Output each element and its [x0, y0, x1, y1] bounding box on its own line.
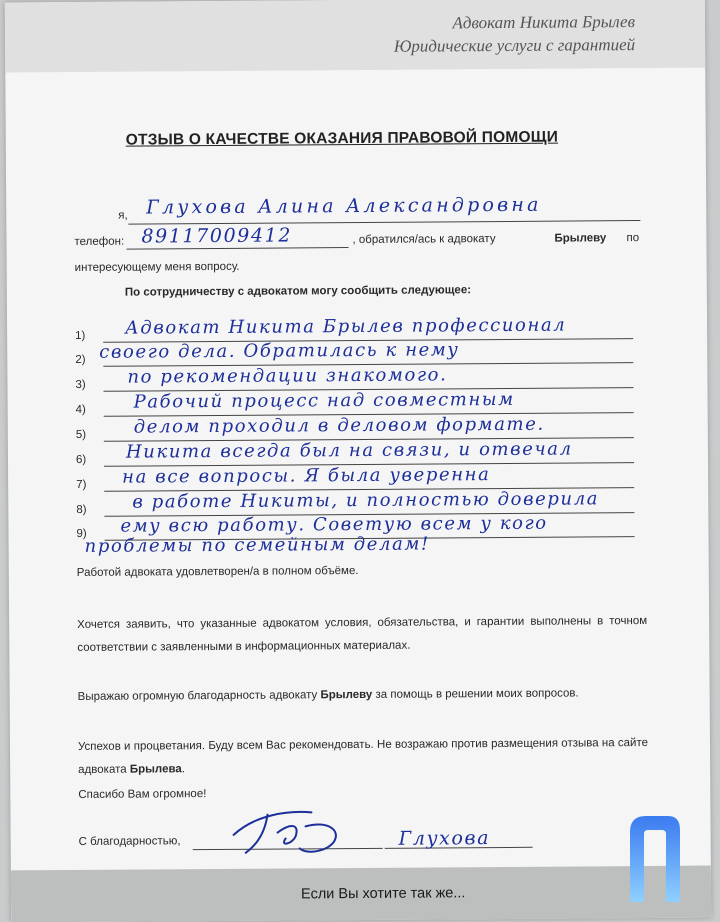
item-number: 5): [75, 428, 87, 441]
wishes-before: Успехов и процветания. Буду всем Вас рекомендовать. Не возражаю против размещения отзыва на сайте адвоката: [77, 736, 649, 776]
review-form-page: [5, 0, 711, 922]
statement-text: Хочется заявить, что указанные адвокатом условия, обязательства, и гарантии выполнены в точном соответствии с заявленными в информационных материалах.: [77, 614, 648, 654]
thanks-text: Спасибо Вам огромное!: [78, 788, 207, 801]
handwritten-item-text: Рабочий процесс над совместным: [133, 388, 515, 413]
name-line: [128, 220, 640, 225]
handwritten-name: Глухова Алина Александровна: [146, 193, 542, 219]
item-number: 9): [76, 527, 87, 540]
satisfied-text: Работой адвоката удовлетворен/а в полном объёме.: [76, 564, 359, 579]
po-text: по: [626, 232, 640, 245]
lawyer-name-dative: Брылеву: [554, 232, 607, 245]
handwritten-item-text: на все вопросы. Я была уверенна: [122, 464, 491, 488]
item-number: 2): [75, 353, 86, 366]
brand-logo-icon: [622, 810, 686, 906]
gratitude-name: Брылеву: [320, 688, 373, 702]
handwritten-item-text: Никита всегда был на связи, и отвечал: [125, 438, 573, 463]
phone-label: телефон:: [74, 235, 125, 248]
item-number: 1): [75, 329, 86, 342]
handwritten-item-text: в работе Никиты, и полностью доверила: [132, 488, 600, 513]
header-line-2: Юридические услуги с гарантией: [393, 35, 636, 56]
item-number: 8): [76, 503, 87, 516]
form-title: ОТЗЫВ О КАЧЕСТВЕ ОКАЗАНИЯ ПРАВОВОЙ ПОМОЩИ: [125, 128, 559, 149]
applied-text: , обратился/ась к адвокату: [352, 233, 496, 247]
i-label: я,: [118, 209, 128, 222]
form-line-2: интересующему меня вопросу.: [74, 260, 240, 274]
phone-line: [127, 247, 349, 250]
item-number: 3): [75, 378, 86, 391]
handwritten-phone: 89117009412: [141, 224, 293, 248]
item-number: 4): [75, 403, 86, 416]
item-number: 6): [75, 453, 87, 466]
handwritten-item-text: по рекомендации знакомого.: [127, 364, 448, 388]
header-line-1: Адвокат Никита Брылев: [452, 12, 636, 33]
handwritten-item-text: проблемы по семейным делам!: [84, 533, 430, 557]
header-text: [394, 10, 636, 58]
regards-label: С благодарностью,: [78, 835, 181, 848]
handwritten-signature: [215, 800, 355, 861]
gratitude-text: [78, 682, 648, 709]
intro-text: По сотрудничеству с адвокатом могу сообщить следующее:: [124, 284, 472, 299]
item-number: 7): [76, 478, 87, 491]
wishes-text: [78, 732, 648, 782]
handwritten-item-text: Адвокат Никита Брылев профессионал: [125, 314, 567, 339]
gratitude-before: Выражаю огромную благодарность адвокату: [77, 689, 321, 703]
handwritten-surname: Глухова: [398, 827, 491, 850]
handwritten-item-text: своего дела. Обратилась к нему: [99, 339, 460, 363]
wishes-name: Брылева: [129, 763, 182, 776]
handwritten-item-text: ему всю работу. Советую всем у кого: [120, 512, 548, 537]
footer-text: Если Вы хотите так же...: [300, 885, 466, 903]
gratitude-after: за помощь в решении моих вопросов.: [372, 687, 579, 701]
handwritten-item-text: делом проходил в деловом формате.: [133, 413, 545, 438]
wishes-after: .: [181, 763, 186, 776]
